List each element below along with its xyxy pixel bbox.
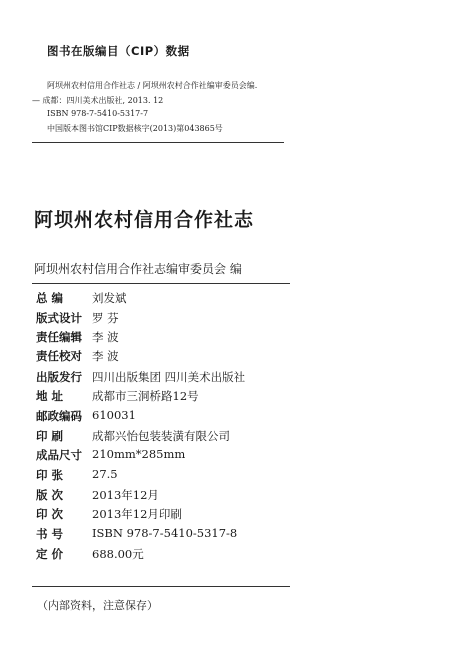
info-label: 责任校对 bbox=[36, 349, 82, 363]
info-bottom-divider bbox=[32, 586, 290, 587]
info-value: 688.00元 bbox=[92, 547, 144, 561]
cip-line-1: 阿坝州农村信用合作社志 / 阿坝州农村合作社编审委员会编. bbox=[47, 81, 258, 90]
info-top-divider bbox=[32, 283, 290, 284]
cip-divider bbox=[32, 142, 284, 143]
info-label: 出版发行 bbox=[36, 370, 82, 384]
info-label: 印 次 bbox=[36, 507, 64, 521]
footer-note: （内部资料，注意保存） bbox=[37, 599, 158, 612]
author-line: 阿坝州农村信用合作社志编审委员会 编 bbox=[34, 262, 242, 276]
book-title: 阿坝州农村信用合作社志 bbox=[34, 209, 255, 231]
info-label: 成品尺寸 bbox=[36, 448, 82, 462]
cip-heading: 图书在版编目（CIP）数据 bbox=[47, 44, 190, 58]
info-value: 罗 芬 bbox=[92, 311, 119, 325]
info-value: 成都兴怡包装装潢有限公司 bbox=[92, 429, 230, 443]
info-label: 邮政编码 bbox=[36, 409, 82, 423]
info-label: 印 刷 bbox=[36, 429, 64, 443]
info-value: 四川出版集团 四川美术出版社 bbox=[92, 370, 246, 384]
info-label: 版式设计 bbox=[36, 311, 82, 325]
info-value: 27.5 bbox=[92, 467, 118, 481]
info-label: 书 号 bbox=[36, 527, 64, 541]
info-value: 210mm*285mm bbox=[92, 447, 186, 461]
info-value: 李 波 bbox=[92, 330, 119, 344]
info-label: 总 编 bbox=[36, 291, 64, 305]
info-value: 610031 bbox=[92, 408, 136, 422]
cip-line-2: — 成都：四川美术出版社, 2013. 12 bbox=[32, 96, 164, 105]
cip-line-3: ISBN 978-7-5410-5317-7 bbox=[47, 109, 149, 118]
info-label: 印 张 bbox=[36, 468, 64, 482]
info-value: 2013年12月印刷 bbox=[92, 507, 182, 521]
info-value: ISBN 978-7-5410-5317-8 bbox=[92, 526, 238, 540]
cip-line-4: 中国版本图书馆CIP数据核字(2013)第043865号 bbox=[47, 124, 223, 133]
info-label: 版 次 bbox=[36, 488, 64, 502]
info-label: 地 址 bbox=[36, 389, 64, 403]
info-label: 定 价 bbox=[36, 547, 64, 561]
info-label: 责任编辑 bbox=[36, 330, 82, 344]
info-value: 成都市三洞桥路12号 bbox=[92, 389, 199, 403]
info-value: 刘发斌 bbox=[92, 291, 127, 305]
info-value: 李 波 bbox=[92, 349, 119, 363]
info-value: 2013年12月 bbox=[92, 488, 159, 502]
